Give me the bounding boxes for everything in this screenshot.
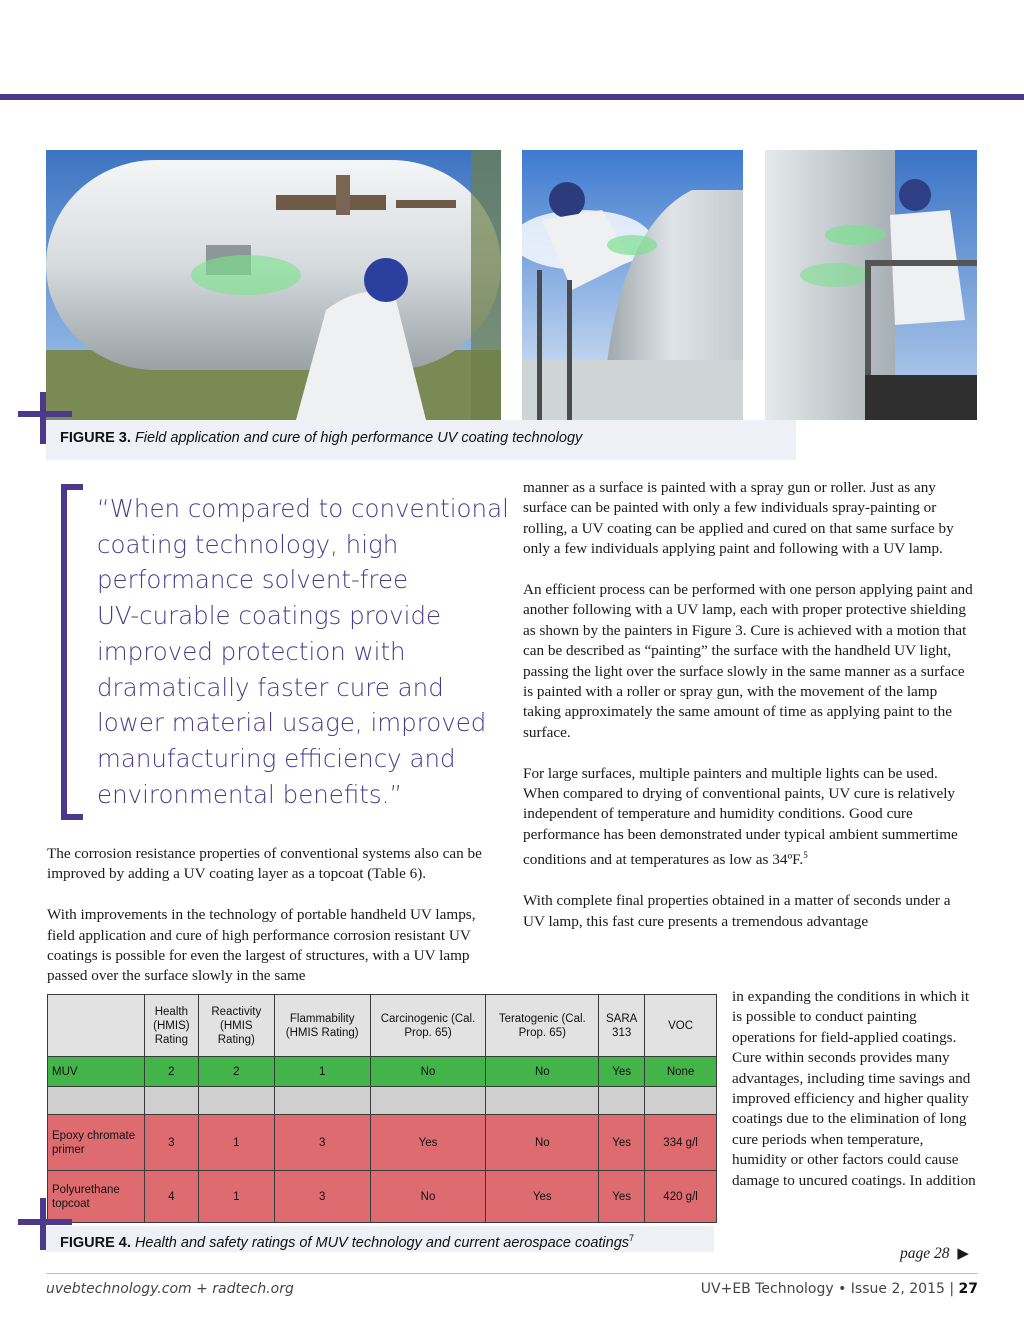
table-cell: None bbox=[645, 1057, 717, 1087]
table-cell: No bbox=[370, 1057, 486, 1087]
quote-line: UV-curable coatings provide bbox=[97, 601, 442, 631]
figure4-label: FIGURE 4. bbox=[60, 1234, 131, 1251]
table-cell: Yes bbox=[599, 1171, 645, 1223]
quote-line: dramatically faster cure and bbox=[97, 672, 444, 702]
right-column-continued bbox=[732, 987, 980, 1191]
figure3-text: Field application and cure of high performance UV coating technology bbox=[134, 430, 583, 446]
top-rule bbox=[0, 94, 1024, 100]
table-cell: 3 bbox=[144, 1115, 198, 1171]
continuation-text: page 28 bbox=[900, 1245, 950, 1262]
paragraph: With complete final properties obtained in a matter of seconds under a UV lamp, this fast cure presents a tremendous advantage bbox=[523, 892, 951, 930]
table-header-row bbox=[48, 995, 717, 1057]
paragraph: The corrosion resistance properties of conventional systems also can be improved by adding a UV coating layer as a topcoat (Table 6). bbox=[47, 845, 482, 883]
table-cell bbox=[144, 1087, 198, 1115]
paragraph: manner as a surface is painted with a spray gun or roller. Just as any surface can be painted with only a few individuals spray-painting or rolling, a UV coating can be applied and cured on that same surface by only a few individuals applying paint and following with a UV lamp. bbox=[523, 479, 954, 558]
table-cell: 1 bbox=[274, 1057, 370, 1087]
table-cell: 2 bbox=[144, 1057, 198, 1087]
table-cell: 3 bbox=[274, 1115, 370, 1171]
ratings-table bbox=[47, 994, 717, 1223]
header-cell: VOC bbox=[645, 995, 717, 1057]
quote-line: lower material usage, improved bbox=[97, 708, 487, 738]
table-cell: 1 bbox=[198, 1115, 274, 1171]
header-cell: Reactivity (HMIS Rating) bbox=[198, 995, 274, 1057]
table-cell: 4 bbox=[144, 1171, 198, 1223]
left-column bbox=[47, 844, 505, 1007]
table-cell: 334 g/l bbox=[645, 1115, 717, 1171]
table-cell: No bbox=[486, 1057, 599, 1087]
figure3-caption bbox=[60, 430, 790, 446]
footer-rule bbox=[46, 1273, 978, 1274]
row-label: Polyurethane topcoat bbox=[48, 1171, 145, 1223]
right-column bbox=[523, 478, 973, 932]
table-row bbox=[48, 1115, 717, 1171]
quote-bracket-top bbox=[61, 484, 83, 490]
table-cell bbox=[645, 1087, 717, 1115]
photo-tank-worker bbox=[46, 150, 501, 420]
table-cell: 1 bbox=[198, 1171, 274, 1223]
paragraph: With improvements in the technology of portable handheld UV lamps, field application and cure of high performance corrosion resistant UV coatings is possible for even the largest of structures, with a UV lamp passed over the surface slowly in the same bbox=[47, 906, 476, 985]
row-label bbox=[48, 1087, 145, 1115]
quote-line: environmental benefits.” bbox=[97, 779, 403, 809]
header-cell: Carcinogenic (Cal. Prop. 65) bbox=[370, 995, 486, 1057]
paragraph: in expanding the conditions in which it is possible to conduct painting operations for field-applied coatings. Cure within seconds provides many advantages, including time savings and improved efficiency and higher quality coatings due to the elimination of long cure periods when temperature, humidity or other factors could cause damage to uncured coatings. In addition bbox=[732, 988, 976, 1189]
table-cell: 420 g/l bbox=[645, 1171, 717, 1223]
header-cell: Flammability (HMIS Rating) bbox=[274, 995, 370, 1057]
footnote-ref: 7 bbox=[629, 1233, 635, 1243]
right-triangle-icon: ▶ bbox=[957, 1246, 969, 1262]
table-cell: 2 bbox=[198, 1057, 274, 1087]
table-cell: Yes bbox=[599, 1057, 645, 1087]
table-cell bbox=[370, 1087, 486, 1115]
continuation-link[interactable] bbox=[900, 1244, 980, 1266]
table-row bbox=[48, 1087, 717, 1115]
footnote-ref: 5 bbox=[803, 850, 808, 861]
footer-publication: UV+EB Technology • Issue 2, 2015 | bbox=[700, 1281, 955, 1297]
ratings-table-wrap bbox=[47, 994, 717, 1223]
paragraph: An efficient process can be performed with one person applying paint and another following with a UV lamp, each with proper protective shielding as shown by the painters in Figure 3. Cure is achieved with a motion that can be described as “painting” the surface with the handheld UV light, passing the light over the surface slowly in the same manner as a surface is painted with a roller or spray gun, with the movement of the lamp taking approximately the same amount of time as applying paint to the surface. bbox=[523, 581, 973, 741]
quote-line: performance solvent-free bbox=[97, 565, 409, 595]
page-number: 27 bbox=[958, 1281, 978, 1297]
quote-bracket bbox=[61, 484, 67, 820]
header-cell: Teratogenic (Cal. Prop. 65) bbox=[486, 995, 599, 1057]
table-cell: Yes bbox=[599, 1115, 645, 1171]
table-cell: 3 bbox=[274, 1171, 370, 1223]
paragraph bbox=[523, 764, 973, 871]
header-cell: Health (HMIS) Rating bbox=[144, 995, 198, 1057]
table-cell bbox=[599, 1087, 645, 1115]
figure4-text: Health and safety ratings of MUV technology and current aerospace coatings bbox=[134, 1234, 630, 1251]
table-cell: No bbox=[486, 1115, 599, 1171]
header-cell: SARA 313 bbox=[599, 995, 645, 1057]
footer-left: uvebtechnology.com + radtech.org bbox=[46, 1281, 294, 1297]
plus-icon-stem bbox=[40, 392, 46, 444]
table-cell bbox=[274, 1087, 370, 1115]
table-cell bbox=[198, 1087, 274, 1115]
pull-quote bbox=[97, 491, 517, 812]
quote-line: “When compared to conventional bbox=[97, 494, 509, 523]
table-row bbox=[48, 1171, 717, 1223]
figure3-label: FIGURE 3. bbox=[60, 430, 131, 446]
quote-line: coating technology, high bbox=[97, 529, 399, 559]
footer-right bbox=[640, 1281, 978, 1297]
plus-icon-stem bbox=[40, 1198, 46, 1250]
photo-lift-worker bbox=[765, 150, 977, 420]
quote-bracket-bottom bbox=[61, 814, 83, 820]
quote-line: improved protection with bbox=[97, 636, 406, 666]
header-cell bbox=[48, 995, 145, 1057]
paragraph-text: For large surfaces, multiple painters and multiple lights can be used. When compared to drying of conventional paints, UV cure is relatively independent of temperature and humidity conditions. Good cure performance has been demonstrated under typical ambient summertime conditions and at temperatures as low as 34ºF. bbox=[523, 764, 958, 869]
row-label: MUV bbox=[48, 1057, 145, 1087]
table-cell: Yes bbox=[486, 1171, 599, 1223]
quote-line: manufacturing efficiency and bbox=[97, 743, 456, 773]
table-cell bbox=[486, 1087, 599, 1115]
table-row bbox=[48, 1057, 717, 1087]
photo-ladder-worker bbox=[522, 150, 743, 420]
figure4-caption bbox=[60, 1233, 720, 1251]
table-cell: Yes bbox=[370, 1115, 486, 1171]
table-cell: No bbox=[370, 1171, 486, 1223]
row-label: Epoxy chromate primer bbox=[48, 1115, 145, 1171]
